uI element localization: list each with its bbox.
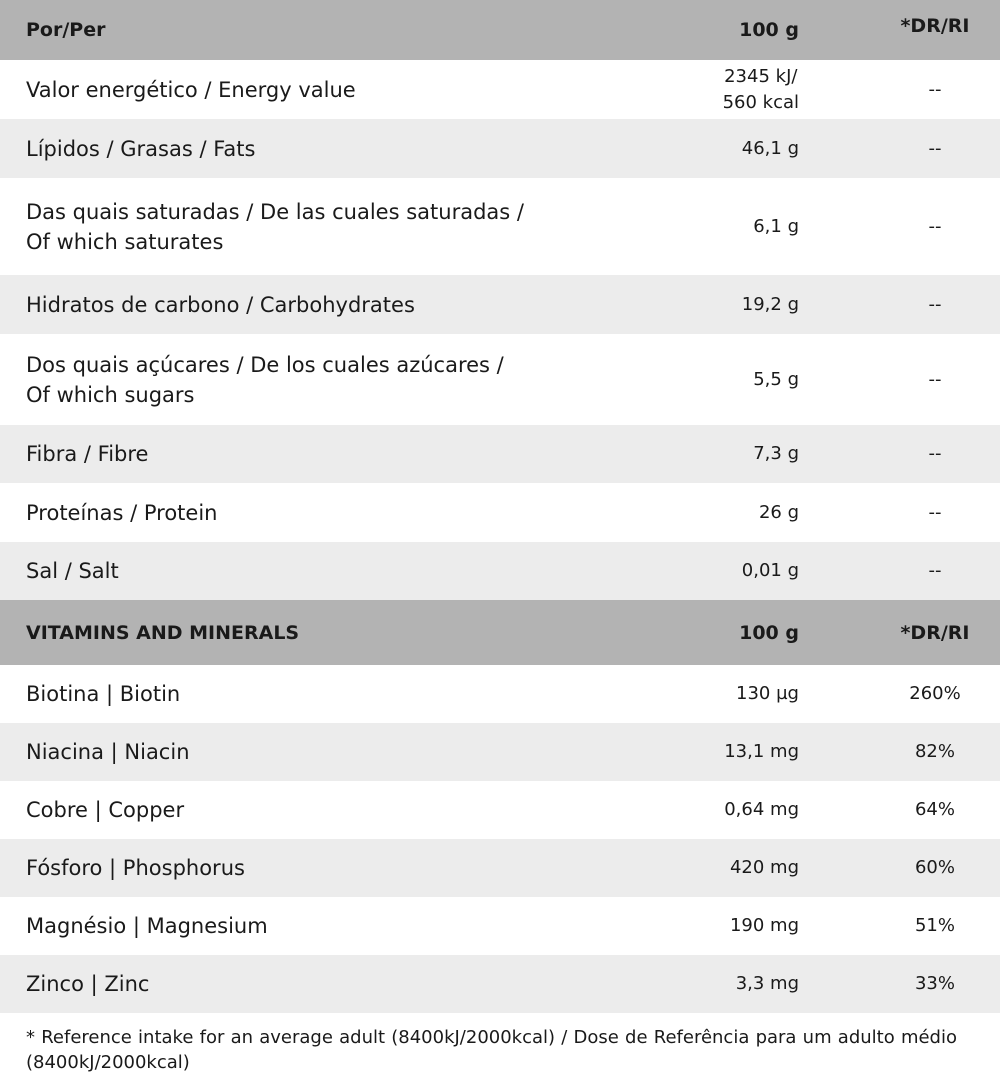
table-row xyxy=(0,178,1000,275)
vitamin-dr: 64% xyxy=(914,799,955,820)
nutrient-dr: -- xyxy=(928,215,942,237)
nutrient-value: 7,3 g xyxy=(753,443,799,464)
table-row xyxy=(0,665,1000,723)
nutrient-dr: -- xyxy=(928,137,942,159)
nutrient-name: Valor energético / Energy value xyxy=(26,77,356,102)
nutrient-dr: -- xyxy=(928,78,942,100)
table-row xyxy=(0,542,1000,600)
table-row xyxy=(0,425,1000,483)
nutrient-name: Dos quais açúcares / De los cuales azúcares / Of which sugars xyxy=(26,352,504,407)
vitamin-dr: 60% xyxy=(914,857,955,878)
vitamin-value: 0,64 mg xyxy=(724,799,799,820)
nutrient-value: 26 g xyxy=(758,501,799,523)
table-row xyxy=(0,839,1000,897)
nutrient-name: Fibra / Fibre xyxy=(26,442,149,466)
nutrient-value: 0,01 g xyxy=(741,560,799,581)
nutrient-dr: -- xyxy=(928,293,942,315)
vitamin-value: 130 µg xyxy=(736,683,799,704)
header-dr: *DR/RI xyxy=(900,15,970,37)
nutrient-name: Hidratos de carbono / Carbohydrates xyxy=(26,292,415,317)
nutrient-value: 6,1 g xyxy=(753,215,799,237)
reference-footnote: * Reference intake for an average adult (8400kJ/2000kcal) / Dose de Referência para um adulto médio (8400kJ/2000kcal) xyxy=(26,1027,957,1073)
vitamins-header-row xyxy=(0,600,1000,665)
vitamin-name: Biotina | Biotin xyxy=(26,682,181,706)
nutrient-value: 5,5 g xyxy=(753,368,799,390)
header-per: Por/Per xyxy=(26,19,106,41)
vitamins-header-amount: 100 g xyxy=(739,621,799,644)
nutrient-name: Das quais saturadas / De las cuales saturadas / Of which saturates xyxy=(26,199,524,254)
table-row xyxy=(0,781,1000,839)
table-row xyxy=(0,119,1000,178)
vitamin-value: 3,3 mg xyxy=(735,973,799,994)
vitamins-title: VITAMINS AND MINERALS xyxy=(26,621,300,644)
nutrient-name: Sal / Salt xyxy=(26,559,119,583)
table-row xyxy=(0,275,1000,334)
vitamin-name: Fósforo | Phosphorus xyxy=(26,856,245,880)
table-row xyxy=(0,334,1000,425)
table-row xyxy=(0,955,1000,1013)
vitamin-value: 190 mg xyxy=(729,915,799,936)
nutrient-dr: -- xyxy=(928,368,942,390)
table-row xyxy=(0,723,1000,781)
nutrient-dr: -- xyxy=(928,560,942,581)
vitamin-dr: 82% xyxy=(914,741,955,762)
nutrient-value: 46,1 g xyxy=(741,137,799,159)
header-amount: 100 g xyxy=(739,19,799,41)
table-header-row xyxy=(0,0,1000,60)
vitamin-name: Zinco | Zinc xyxy=(26,972,150,996)
vitamin-dr: 33% xyxy=(914,973,955,994)
vitamins-header-dr: *DR/RI xyxy=(900,621,970,644)
vitamin-dr: 260% xyxy=(909,683,961,704)
vitamin-name: Magnésio | Magnesium xyxy=(26,914,268,938)
nutrient-dr: -- xyxy=(928,501,942,523)
vitamin-value: 13,1 mg xyxy=(724,741,799,762)
vitamin-name: Niacina | Niacin xyxy=(26,740,190,764)
nutrient-name: Lípidos / Grasas / Fats xyxy=(26,136,256,161)
table-row xyxy=(0,60,1000,119)
nutrient-value: 19,2 g xyxy=(741,293,799,315)
table-row xyxy=(0,483,1000,542)
nutrient-name: Proteínas / Protein xyxy=(26,500,218,525)
table-row xyxy=(0,897,1000,955)
vitamin-dr: 51% xyxy=(914,915,955,936)
vitamin-value: 420 mg xyxy=(729,857,799,878)
vitamin-name: Cobre | Copper xyxy=(26,798,185,822)
nutrient-dr: -- xyxy=(928,443,942,464)
nutrient-value: 2345 kJ/ 560 kcal xyxy=(722,65,799,113)
